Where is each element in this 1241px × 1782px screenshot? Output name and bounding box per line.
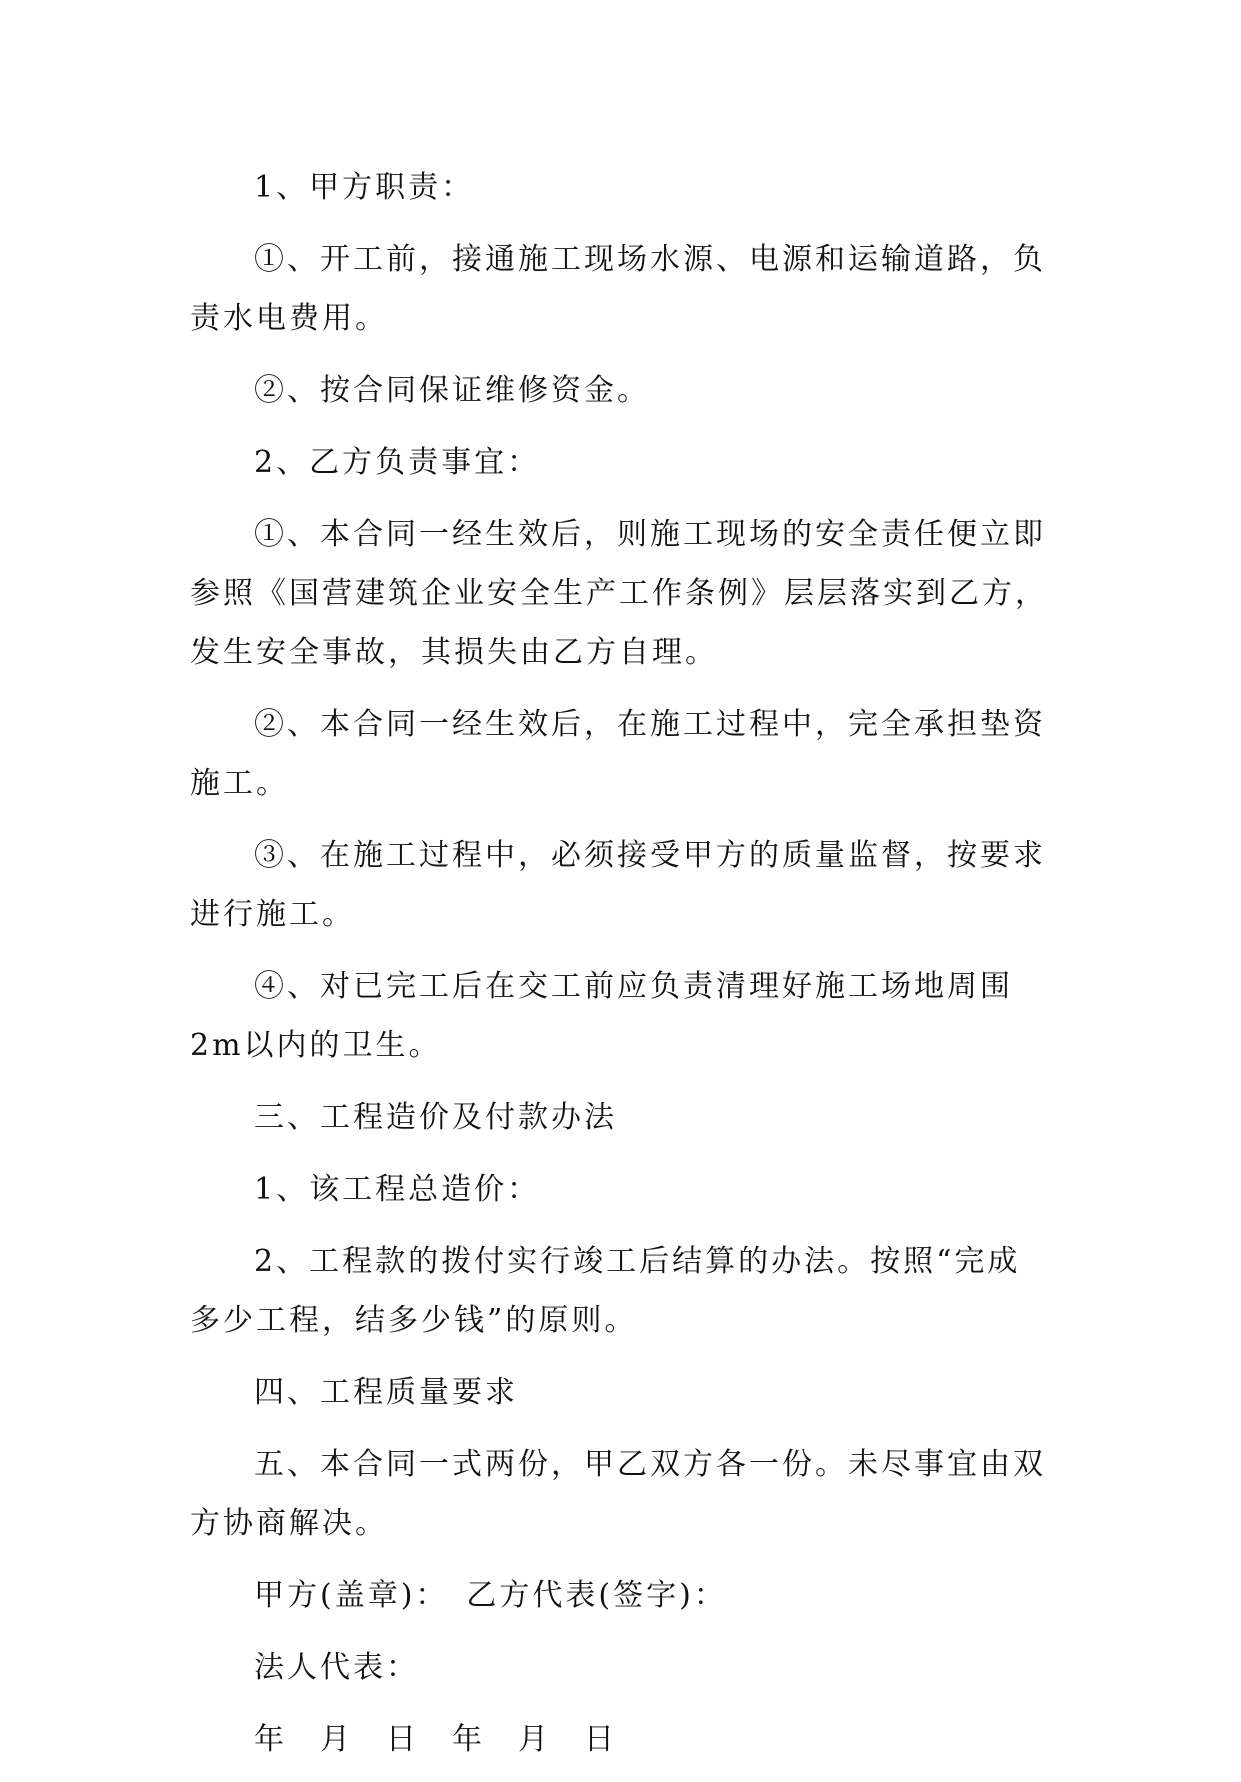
signature-line-parties: 甲方(盖章)： 乙方代表(签字)：: [254, 1578, 727, 1613]
signature-line-legal-rep: 法人代表：: [254, 1650, 419, 1685]
paragraph-party-a-duty-2: ②、按合同保证维修资金。: [254, 373, 650, 408]
paragraph-payment-method: 2、工程款的拨付实行竣工后结算的办法。按照“完成多少工程，结多少钱”的原则。: [190, 1244, 1021, 1338]
section-heading-cost-payment: 三、工程造价及付款办法: [254, 1100, 617, 1135]
paragraph-party-b-duties-heading: 2、乙方负责事宜：: [254, 445, 541, 480]
paragraph-party-a-duty-1: ①、开工前，接通施工现场水源、电源和运输道路，负责水电费用。: [190, 242, 1046, 336]
paragraph-party-b-duty-3: ③、在施工过程中，必须接受甲方的质量监督，按要求进行施工。: [190, 838, 1046, 932]
document-body: [190, 158, 1052, 1782]
paragraph-party-b-duty-2: ②、本合同一经生效后，在施工过程中，完全承担垫资施工。: [190, 707, 1046, 801]
paragraph-party-a-duties-heading: 1、甲方职责：: [254, 170, 475, 205]
paragraph-party-b-duty-1: ①、本合同一经生效后，则施工现场的安全责任便立即参照《国营建筑企业安全生产工作条例》层层落实到乙方，发生安全事故，其损失由乙方自理。: [190, 517, 1048, 670]
paragraph-party-b-duty-4: ④、对已完工后在交工前应负责清理好施工场地周围2m以内的卫生。: [190, 969, 1013, 1063]
paragraph-copies: 五、本合同一式两份，甲乙双方各一份。未尽事宜由双方协商解决。: [190, 1447, 1046, 1541]
paragraph-total-cost: 1、该工程总造价：: [254, 1172, 541, 1207]
signature-line-dates: 年 月 日 年 月 日: [254, 1722, 617, 1757]
section-heading-quality: 四、工程质量要求: [254, 1375, 518, 1410]
